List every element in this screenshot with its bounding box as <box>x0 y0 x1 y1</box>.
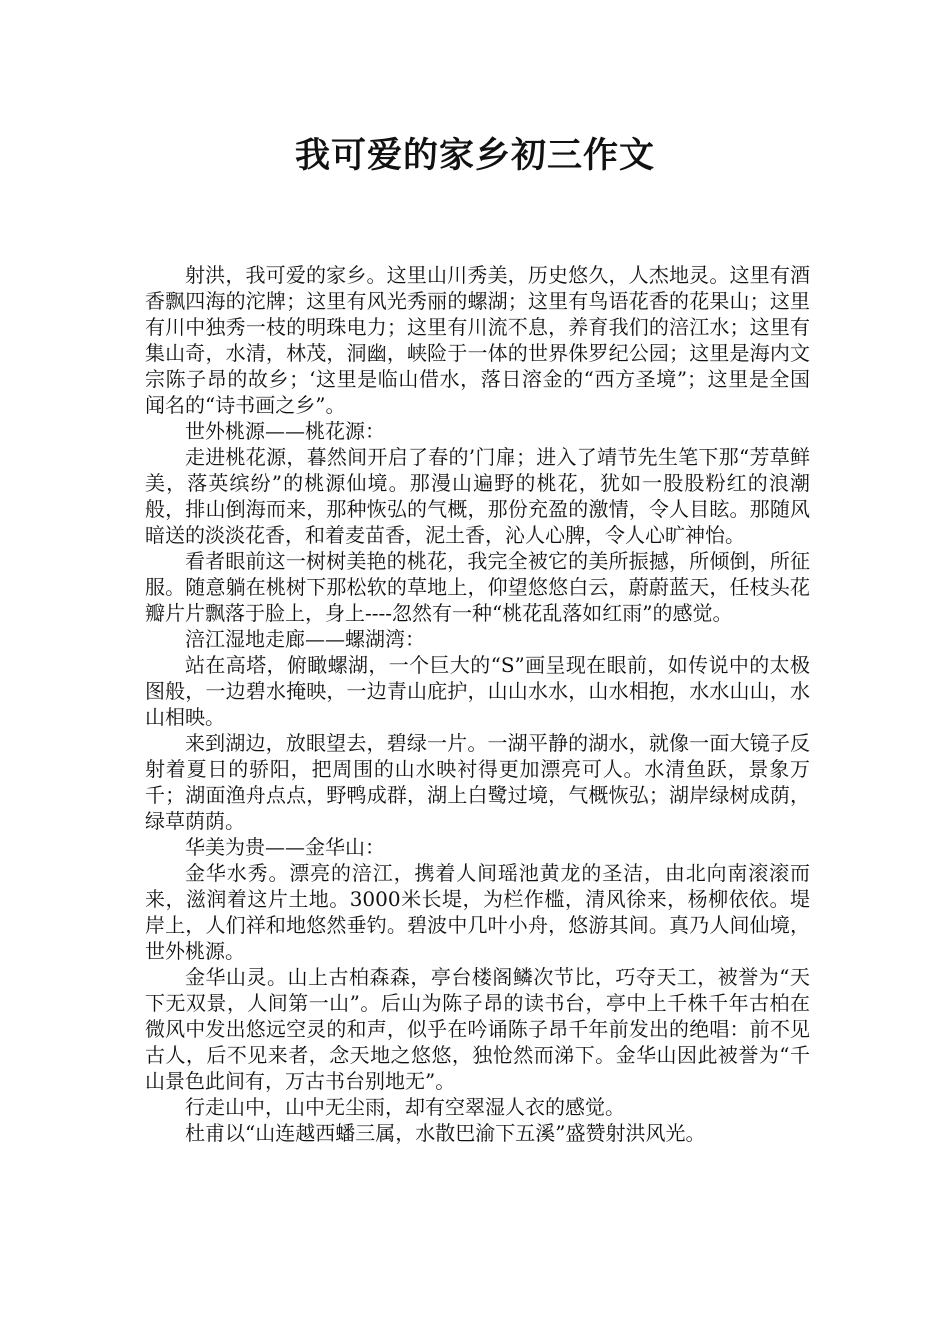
document-body <box>145 262 810 1146</box>
paragraph: 站在高塔，俯瞰螺湖，一个巨大的“S”画呈现在眼前，如传说中的太极图般，一边碧水掩映，一边青山庇护，山山水水，山水相抱，水水山山，水山相映。 <box>145 653 810 729</box>
section-heading: 涪江湿地走廊——螺湖湾： <box>185 627 425 651</box>
paragraph: 杜甫以“山连越西蟠三属，水散巴渝下五溪”盛赞射洪风光。 <box>185 1121 706 1145</box>
paragraph: 走进桃花源，暮然间开启了春的’门扉；进入了靖节先生笔下那“芳草鲜美，落英缤纷”的桃源仙境。那漫山遍野的桃花，犹如一股股粉红的浪潮般，排山倒海而来，那种恢弘的气概，那份充盈的激情，令人目眩。那随风暗送的淡淡花香，和着麦苗香，泥土香，沁人心脾，令人心旷神怡。 <box>145 445 810 547</box>
paragraph: 金华山灵。山上古柏森森，亭台楼阁鳞次节比，巧夺天工，被誉为“天下无双景，人间第一山”。后山为陈子昂的读书台，亭中上千株千年古柏在微风中发出悠远空灵的和声，似乎在吟诵陈子昂千年前发出的绝唱：前不见古人，后不见来者，念天地之悠悠，独怆然而涕下。金华山因此被誉为“千山景色此间有，万古书台别地无”。 <box>145 965 810 1093</box>
paragraph: 来到湖边，放眼望去，碧绿一片。一湖平静的湖水，就像一面大镜子反射着夏日的骄阳，把周围的山水映衬得更加漂亮可人。水清鱼跃，景象万千；湖面渔舟点点，野鸭成群，湖上白鹭过境，气概恢弘；湖岸绿树成荫，绿草荫荫。 <box>145 731 810 833</box>
document-title: 我可爱的家乡初三作文 <box>294 136 655 176</box>
paragraph: 行走山中，山中无尘雨，却有空翠湿人衣的感觉。 <box>185 1095 625 1119</box>
section-heading: 华美为贵——金华山： <box>185 835 385 859</box>
paragraph: 看者眼前这一树树美艳的桃花，我完全被它的美所振撼，所倾倒，所征服。随意躺在桃树下那松软的草地上，仰望悠悠白云，蔚蔚蓝天，任枝头花瓣片片飘落于脸上，身上----忽然有一种“桃花乱落如红雨”的感觉。 <box>145 549 810 625</box>
paragraph: 金华水秀。漂亮的涪江，携着人间瑶池黄龙的圣洁，由北向南滚滚而来，滋润着这片土地。3000米长堤，为栏作槛，清风徐来，杨柳依依。堤岸上，人们祥和地悠然垂钓。碧波中几叶小舟，悠游其间。真乃人间仙境，世外桃源。 <box>145 861 810 963</box>
paragraph: 射洪，我可爱的家乡。这里山川秀美，历史悠久，人杰地灵。这里有酒香飘四海的沱牌；这里有风光秀丽的螺湖；这里有鸟语花香的花果山；这里有川中独秀一枝的明珠电力；这里有川流不息，养育我们的涪江水；这里有集山奇，水清，林茂，洞幽，峡险于一体的世界侏罗纪公园；这里是海内文宗陈子昂的故乡；‘这里是临山借水，落日溶金的“西方圣境”；这里是全国闻名的“诗书画之乡”。 <box>145 263 810 417</box>
section-heading: 世外桃源——桃花源： <box>185 419 385 443</box>
